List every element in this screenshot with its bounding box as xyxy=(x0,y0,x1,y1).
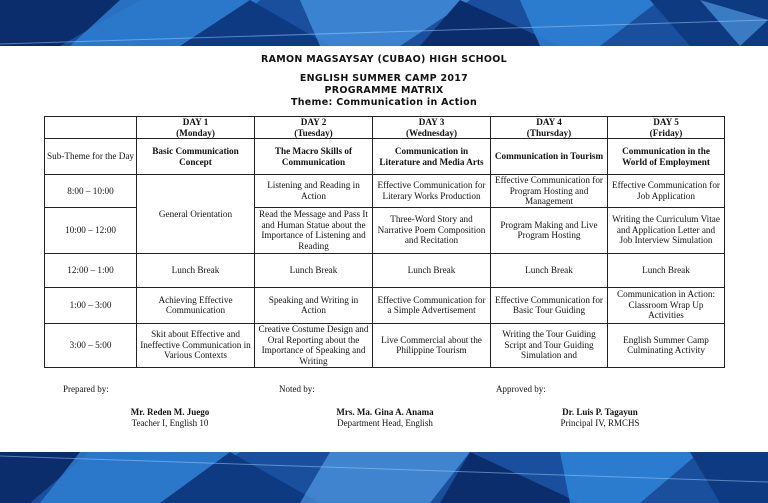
subtheme-row xyxy=(45,139,725,175)
activity-cell: Lunch Break xyxy=(608,253,725,287)
schedule-row xyxy=(45,175,725,208)
time-cell: 1:00 – 3:00 xyxy=(45,287,137,323)
row-label: Sub-Theme for the Day xyxy=(45,139,137,175)
document-type: PROGRAMME MATRIX xyxy=(324,85,444,96)
day-header: DAY 4 (Thursday) xyxy=(491,117,608,139)
prepared-signatory xyxy=(95,407,245,429)
subtheme-cell: Communication in Tourism xyxy=(491,139,608,175)
activity-cell: Writing the Curriculum Vitae and Application Letter and Job Interview Simulation xyxy=(608,207,725,253)
prepared-by-label: Prepared by: xyxy=(63,384,109,394)
activity-cell: General Orientation xyxy=(137,175,255,254)
activity-cell: Speaking and Writing in Action xyxy=(255,287,373,323)
activity-cell: Lunch Break xyxy=(491,253,608,287)
day-header: DAY 1 (Monday) xyxy=(137,117,255,139)
noted-by-label: Noted by: xyxy=(279,384,315,394)
activity-cell: Program Making and Live Program Hosting xyxy=(491,207,608,253)
time-cell: 12:00 – 1:00 xyxy=(45,253,137,287)
activity-cell: Effective Communication for Basic Tour Guiding xyxy=(491,287,608,323)
signatory-name: Mrs. Ma. Gina A. Anama xyxy=(336,407,434,417)
school-name: RAMON MAGSAYSAY (CUBAO) HIGH SCHOOL xyxy=(260,54,508,65)
activity-cell: Lunch Break xyxy=(373,253,491,287)
schedule-row xyxy=(45,287,725,323)
activity-cell: Writing the Tour Guiding Script and Tour Guiding Simulation and xyxy=(491,323,608,367)
activity-cell: Effective Communication for Program Hosting and Management xyxy=(491,175,608,208)
subtheme-cell: Basic Communication Concept xyxy=(137,139,255,175)
activity-cell: Effective Communication for Job Application xyxy=(608,175,725,208)
header-row xyxy=(45,117,725,139)
time-cell: 8:00 – 10:00 xyxy=(45,175,137,208)
activity-cell: Lunch Break xyxy=(255,253,373,287)
activity-cell: Listening and Reading in Action xyxy=(255,175,373,208)
day-header: DAY 2 (Tuesday) xyxy=(255,117,373,139)
activity-cell: Communication in Action: Classroom Wrap Up Activities xyxy=(608,287,725,323)
time-cell: 3:00 – 5:00 xyxy=(45,323,137,367)
activity-cell: Read the Message and Pass It and Human Statue about the Importance of Listening and Reading xyxy=(255,207,373,253)
subtheme-cell: Communication in the World of Employment xyxy=(608,139,725,175)
signatory-name: Dr. Luis P. Tagayun xyxy=(562,407,638,417)
signatory-name: Mr. Reden M. Juego xyxy=(130,407,210,417)
day-header: DAY 5 (Friday) xyxy=(608,117,725,139)
corner-cell xyxy=(45,117,137,139)
activity-cell: Skit about Effective and Ineffective Communication in Various Contexts xyxy=(137,323,255,367)
top-banner xyxy=(0,0,768,46)
theme: Theme: Communication in Action xyxy=(290,97,478,108)
signatory-title: Principal IV, RMCHS xyxy=(560,418,640,428)
activity-cell: Creative Costume Design and Oral Reporting about the Importance of Speaking and Writing xyxy=(255,323,373,367)
activity-cell: Achieving Effective Communication xyxy=(137,287,255,323)
subtheme-cell: Communication in Literature and Media Arts xyxy=(373,139,491,175)
activity-cell: Lunch Break xyxy=(137,253,255,287)
bottom-banner xyxy=(0,452,768,503)
day-header: DAY 3 (Wednesday) xyxy=(373,117,491,139)
subtheme-cell: The Macro Skills of Communication xyxy=(255,139,373,175)
approved-by-label: Approved by: xyxy=(496,384,546,394)
programme-matrix-table xyxy=(44,116,725,368)
activity-cell: Live Commercial about the Philippine Tourism xyxy=(373,323,491,367)
schedule-row xyxy=(45,323,725,367)
activity-cell: Effective Communication for a Simple Advertisement xyxy=(373,287,491,323)
activity-cell: Effective Communication for Literary Works Production xyxy=(373,175,491,208)
signatory-title: Department Head, English xyxy=(337,418,433,428)
event-title: ENGLISH SUMMER CAMP 2017 xyxy=(299,73,469,84)
schedule-row xyxy=(45,253,725,287)
noted-signatory xyxy=(300,407,470,429)
activity-cell: Three-Word Story and Narrative Poem Composition and Recitation xyxy=(373,207,491,253)
time-cell: 10:00 – 12:00 xyxy=(45,207,137,253)
signatory-title: Teacher I, English 10 xyxy=(131,418,209,428)
activity-cell: English Summer Camp Culminating Activity xyxy=(608,323,725,367)
approved-signatory xyxy=(525,407,675,429)
